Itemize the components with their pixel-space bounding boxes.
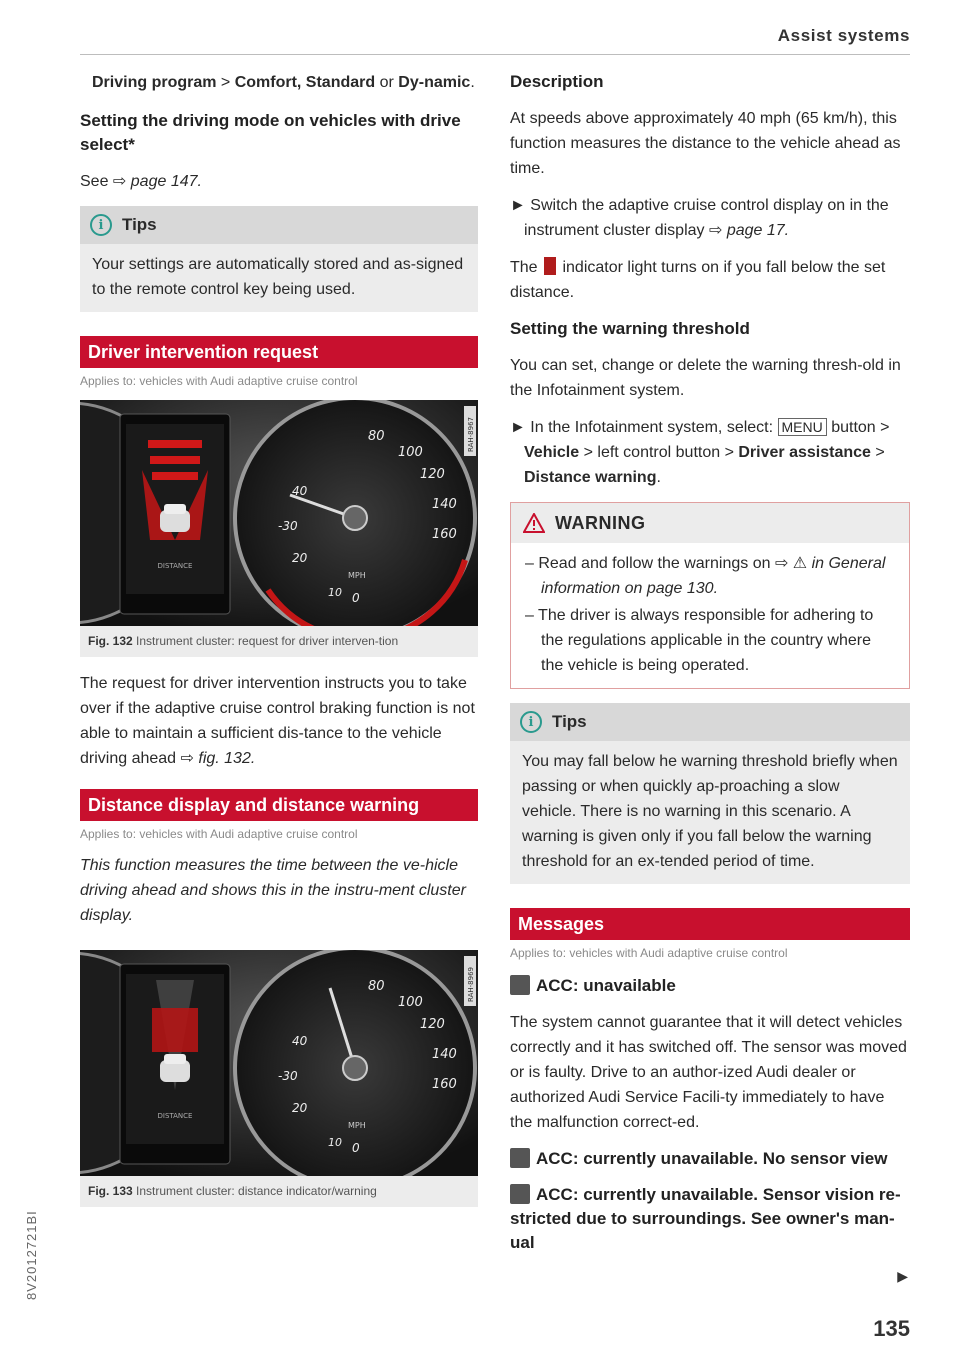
tips-body-2	[510, 741, 910, 884]
warning-label: WARNING	[555, 512, 646, 533]
see-prefix: See	[80, 173, 113, 190]
intro-or: or	[375, 74, 399, 91]
warning-item-1-a: – Read and follow the warnings on ⇨ ⚠	[525, 555, 812, 572]
description-heading: Description	[510, 72, 604, 91]
page-number: 135	[873, 1316, 910, 1341]
gauge2-mph: MPH	[348, 1121, 366, 1130]
tips-text-1: Your settings are automatically stored and as-signed to the remote control key being used.	[92, 256, 464, 298]
threshold-text: You can set, change or delete the warning thresh-old in the Infotainment system.	[510, 357, 901, 399]
tips-box-1	[80, 206, 478, 312]
applies-to-2: Applies to: vehicles with Audi adaptive cruise control	[80, 827, 358, 841]
gauge-tick-30: -30	[278, 519, 298, 533]
tips-header-2	[510, 703, 910, 741]
warning-item-1	[525, 551, 895, 601]
tips-box-2	[510, 703, 910, 884]
gauge-tick-80: 80	[368, 429, 385, 444]
section-title-driver-intervention: Driver intervention request	[80, 336, 478, 368]
description-text: At speeds above approximately 40 mph (65 km/h), this function measures the distance to the vehicle ahead as time.	[510, 110, 901, 177]
message-3-heading	[510, 1183, 910, 1255]
threshold-end: .	[656, 469, 661, 486]
gauge2-tick-120: 120	[420, 1017, 445, 1032]
intro-sep: >	[216, 74, 235, 91]
tips-label-1: Tips	[122, 215, 157, 234]
left-column	[80, 70, 478, 1221]
distance-intro: This function measures the time between the ve-hicle driving ahead and shows this in the instru-ment cluster display.	[80, 857, 466, 924]
acc-icon-3	[510, 1184, 530, 1204]
instrument-cluster-image-2	[80, 950, 478, 1176]
threshold-step-c: > left control button >	[579, 444, 739, 461]
right-column	[510, 70, 910, 1267]
driving-program-intro	[80, 70, 478, 95]
page-header	[80, 22, 910, 55]
gauge-tick-120: 120	[420, 467, 445, 482]
message-3-title: ACC: currently unavailable. Sensor vision re-stricted due to surroundings. See owner's man-ual	[510, 1185, 901, 1252]
gauge2-tick-80: 80	[368, 979, 385, 994]
caption-text-132: Instrument cluster: request for driver interven-tion	[132, 634, 399, 648]
fig-132-link[interactable]: ⇨ fig. 132.	[180, 750, 256, 767]
tips-body-1	[80, 244, 478, 312]
message-2-title: ACC: currently unavailable. No sensor view	[536, 1149, 888, 1168]
gauge2-tick-30: -30	[278, 1069, 298, 1083]
acc-icon	[510, 975, 530, 995]
intro-bold-1: Driving program	[92, 74, 217, 91]
gauge-tick-160: 160	[432, 527, 457, 542]
message-2-heading	[510, 1147, 910, 1171]
message-1-heading	[510, 974, 910, 998]
intervention-text: The request for driver intervention instructs you to take over if the adaptive cruise control braking function is not able to maintain a sufficient dis-tance to the vehicle driving ahead	[80, 675, 475, 767]
figure-caption-132	[80, 626, 478, 657]
figure-132	[80, 400, 478, 626]
gauge2-tick-140: 140	[432, 1047, 457, 1062]
tips-label-2: Tips	[552, 712, 587, 731]
description-step	[510, 193, 910, 243]
message-1-title: ACC: unavailable	[536, 976, 676, 995]
gauge2-tick-40: 40	[292, 1034, 308, 1048]
gauge-tick-10: 10	[328, 586, 342, 599]
display-label: DISTANCE	[157, 562, 193, 570]
instrument-cluster-image	[80, 400, 478, 626]
gauge2-tick-20: 20	[292, 1101, 308, 1115]
display-label-2: DISTANCE	[157, 1112, 193, 1120]
gauge2-tick-160: 160	[432, 1077, 457, 1092]
see-page-link[interactable]: ⇨ page 147.	[112, 173, 202, 190]
threshold-step-a: ► In the Infotainment system, select:	[510, 419, 778, 436]
description-step-text: ► Switch the adaptive cruise control display on in the instrument cluster display	[510, 197, 889, 239]
caption-number-133: Fig. 133	[88, 1184, 133, 1198]
figure-code: RAH-8967	[467, 417, 475, 452]
gauge2-tick-10: 10	[328, 1136, 342, 1149]
distance-indicator-icon	[544, 257, 556, 275]
gauge-tick-0: 0	[352, 591, 360, 605]
info-icon: i	[90, 214, 112, 236]
intro-end: .	[470, 74, 475, 91]
gauge2-tick-0: 0	[352, 1141, 360, 1155]
gauge-mph: MPH	[348, 571, 366, 580]
figure-code-2: RAH-8969	[467, 967, 475, 1002]
message-1-body: The system cannot guarantee that it will detect vehicles correctly and it has switched off. The sensor was moved or is faulty. Drive to an author-ized Audi dealer or authorized Audi Service Facili-ty immediately to have the malfunction correct-ed.	[510, 1014, 907, 1131]
section-title-distance-display: Distance display and distance warning	[80, 789, 478, 821]
caption-text-133: Instrument cluster: distance indicator/warning	[132, 1184, 377, 1198]
drive-select-heading: Setting the driving mode on vehicles with drive select*	[80, 111, 461, 154]
threshold-step-b: button >	[826, 419, 890, 436]
gauge-tick-140: 140	[432, 497, 457, 512]
tips-text-2: You may fall below he warning threshold briefly when passing or when quickly ap-proaching a slow vehicle. There is no warning in this scenario. A warning is given only if you fall below the warning threshold for an ex-tended period of time.	[522, 753, 898, 870]
warning-box	[510, 502, 910, 689]
gauge-tick-20: 20	[292, 551, 308, 565]
figure-caption-133	[80, 1176, 478, 1207]
threshold-distance: Distance warning	[524, 469, 657, 486]
threshold-sep: >	[870, 444, 885, 461]
indicator-text-a: The	[510, 259, 543, 276]
page-17-link[interactable]: ⇨ page 17.	[708, 222, 790, 239]
section-title-messages: Messages	[510, 908, 910, 940]
gauge2-tick-100: 100	[398, 995, 423, 1010]
intro-bold-3: Dy-namic	[398, 74, 471, 91]
see-page-line	[80, 169, 478, 194]
tips-header-1	[80, 206, 478, 244]
indicator-text	[510, 255, 910, 305]
figure-133	[80, 950, 478, 1176]
gauge-tick-100: 100	[398, 445, 423, 460]
warning-item-2: – The driver is always responsible for adhering to the regulations applicable in the country where the vehicle is being operated.	[525, 607, 874, 674]
indicator-text-b: indicator light turns on if you fall below the set distance.	[510, 259, 886, 301]
side-code: 8V2012721BI	[24, 1210, 39, 1300]
menu-key: MENU	[778, 418, 827, 436]
intervention-body	[80, 671, 478, 771]
info-icon-2: i	[520, 711, 542, 733]
warning-body	[511, 543, 909, 688]
threshold-step	[510, 415, 910, 490]
threshold-vehicle: Vehicle	[524, 444, 580, 461]
acc-icon-2	[510, 1148, 530, 1168]
header-title: Assist systems	[777, 26, 910, 45]
warning-item-1-link[interactable]: in General information on page 130.	[541, 555, 886, 597]
applies-to-1: Applies to: vehicles with Audi adaptive cruise control	[80, 374, 358, 388]
warning-header	[511, 503, 909, 543]
continue-arrow-icon: ▶	[897, 1268, 908, 1284]
threshold-heading: Setting the warning threshold	[510, 319, 750, 338]
gauge-tick-40: 40	[292, 484, 308, 498]
warning-triangle-icon	[523, 513, 545, 533]
caption-number-132: Fig. 132	[88, 634, 133, 648]
intro-bold-2: Comfort, Standard	[234, 74, 376, 91]
threshold-driver: Driver assistance	[738, 444, 871, 461]
applies-to-3: Applies to: vehicles with Audi adaptive cruise control	[510, 946, 788, 960]
